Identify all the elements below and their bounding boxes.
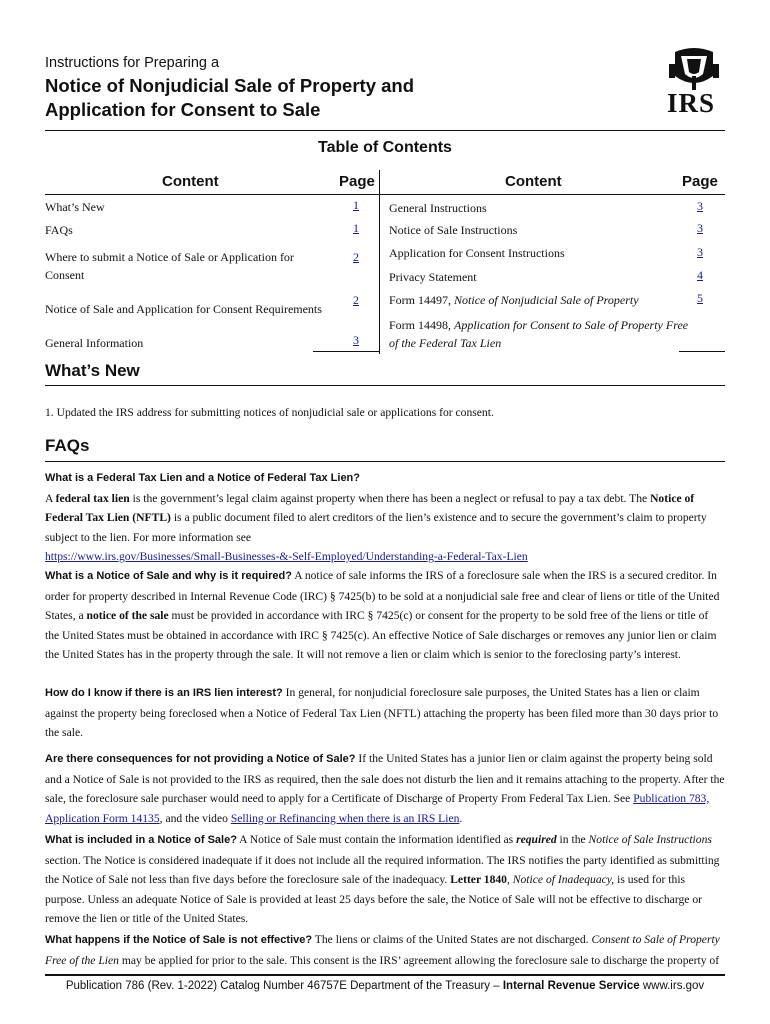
faq-answer-text: must be provided in accordance with IRC § 7425(c) or consent for the property to be sold free of the liens or title of the United States must be obtained in accordance with IRC § 7425(c). An effective Notice of Sale discharges or removes any junior lien or claim the United States has in the property through the sale. It will not remove a lien or claim which is senior to the foreclosing party’s interest.	[45, 609, 717, 661]
footer-website: www.irs.gov	[639, 980, 705, 992]
toc-header-rule	[45, 194, 725, 195]
toc-right-content-header: Content	[505, 173, 562, 190]
faq-term: Notice of Federal Tax Lien (NFTL)	[45, 491, 695, 524]
toc-item-form-14497	[389, 291, 639, 309]
toc-left-content-header: Content	[162, 173, 219, 190]
footer-publication: Publication 786 (Rev. 1-2022) Catalog Number 46757E Department of the Treasury –	[65, 980, 503, 992]
faq-answer-text: may be applied for prior to the sale. This consent is the IRS’ agreement allowing the foreclosure sale to discharge the property of	[121, 953, 720, 967]
faq-q1	[45, 468, 725, 567]
toc-column-divider	[379, 170, 380, 354]
faq-answer-text: , and the video	[159, 811, 231, 825]
toc-item-notice-of-sale-instructions: Notice of Sale Instructions	[389, 223, 518, 237]
faq-answer-text: .	[459, 811, 463, 825]
faq-question: What is a Federal Tax Lien and a Notice of Federal Tax Lien?	[45, 472, 360, 484]
title-line-1: Notice of Nonjudicial Sale of Property and	[45, 75, 415, 96]
faq-term: federal tax lien	[55, 491, 130, 505]
publication-783-link[interactable]: Publication 783, Application Form 14135	[45, 792, 710, 825]
lien-info-link[interactable]: https://www.irs.gov/Businesses/Small-Businesses-&-Self-Employed/Understanding-a-Federal-Tax-Lien	[45, 550, 528, 563]
faq-q3	[45, 683, 725, 743]
faq-question: Are there consequences for not providing a Notice of Sale?	[45, 753, 356, 765]
footer-rule	[45, 974, 725, 976]
header-rule	[45, 130, 725, 131]
toc-page-link[interactable]: 2	[353, 293, 359, 307]
toc-item-requirements: Notice of Sale and Application for Consent Requirements	[45, 302, 322, 316]
faq-answer-text: The liens or claims of the United States are not discharged.	[312, 933, 592, 946]
toc-item-whats-new: What’s New	[45, 200, 105, 214]
toc-page-link[interactable]: 3	[353, 333, 359, 347]
toc-row-rule	[679, 351, 725, 352]
toc-page-link[interactable]: 3	[697, 245, 703, 259]
toc-row-rule	[313, 351, 379, 352]
faq-q6	[45, 930, 725, 972]
document-title	[45, 74, 414, 122]
toc-item-general-instructions: General Instructions	[389, 201, 487, 215]
toc-page-link[interactable]: 3	[697, 221, 703, 235]
faq-question: What is a Notice of Sale and why is it required?	[45, 570, 292, 582]
section-rule	[45, 461, 725, 462]
toc-page-link[interactable]: 5	[697, 291, 703, 305]
faq-answer-text: is a public document filed to alert creditors of the lien’s existence and to secure the government’s claim to property subject to the lien. For more information see	[45, 511, 707, 544]
faq-answer-text: is used for this purpose. Unless an adequate Notice of Sale is provided at least 25 days before the sale, the Notice of Sale will not be effective to discharge or remove the lien or title of the United States.	[45, 873, 702, 925]
toc-page-link[interactable]: 1	[353, 198, 359, 212]
faq-term: required	[516, 833, 557, 846]
toc-page-link[interactable]: 4	[697, 268, 703, 282]
section-rule	[45, 385, 725, 386]
faq-answer-text: A Notice of Sale must contain the information identified as	[236, 833, 517, 846]
faq-term: Notice of Sale Instructions	[588, 833, 712, 846]
toc-item-faqs: FAQs	[45, 223, 73, 237]
form-number: Form 14497,	[389, 293, 455, 307]
toc-item-form-14498	[389, 316, 689, 352]
faq-question: What is included in a Notice of Sale?	[45, 834, 237, 846]
toc-item-general-information: General Information	[45, 336, 144, 350]
form-number: Form 14498,	[389, 318, 455, 332]
faq-question: How do I know if there is an IRS lien interest?	[45, 687, 283, 699]
faq-answer-text: In general, for nonjudicial foreclosure sale purposes, the United States has a lien or claim against the property being foreclosed when a Notice of Federal Tax Lien (NFTL) attaching the property has been filed more than 30 days prior to the sale.	[45, 686, 719, 739]
toc-page-link[interactable]: 2	[353, 250, 359, 264]
toc-right-page-header: Page	[682, 173, 718, 190]
faq-answer-text: If the United States has a junior lien or claim against the property being sold and a Notice of Sale is not provided to the IRS as required, then the sale does not disturb the lien and it remains attaching to the property. After the sale, the foreclosure sale purchaser would need to apply for a Certificate of Discharge of Property From Federal Tax Lien. See	[45, 752, 725, 805]
toc-page-link[interactable]: 1	[353, 221, 359, 235]
faq-term: notice of the sale	[86, 609, 169, 622]
toc-left-page-header: Page	[339, 173, 375, 190]
faq-term: Notice of Inadequacy,	[512, 873, 615, 886]
toc-item-where-to-submit: Where to submit a Notice of Sale or Application for Consent	[45, 250, 294, 282]
document-kicker: Instructions for Preparing a	[45, 55, 220, 71]
toc-item-privacy-statement: Privacy Statement	[389, 270, 477, 284]
faq-answer-text: A	[45, 491, 56, 505]
form-title: Notice of Nonjudicial Sale of Property	[454, 293, 639, 307]
faq-answer-text: A notice of sale informs the IRS of a foreclosure sale when the IRS is a secured creditor. In order for property described in Internal Revenue Code (IRC) § 7425(b) to be sold at a nonjudicial sale free and clear of liens or title of the United States, a	[45, 569, 720, 622]
page-footer	[0, 980, 770, 992]
faq-answer-text: ,	[506, 873, 513, 886]
video-link[interactable]: Selling or Refinancing when there is an IRS Lien	[230, 811, 460, 825]
faq-q5	[45, 830, 725, 929]
faq-q2	[45, 566, 725, 665]
faq-answer-text: is the government’s legal claim against property when there has been a neglect or refusal to pay a tax debt. The	[129, 491, 651, 505]
faq-q6-clip	[0, 928, 770, 972]
faq-answer-text: in the	[556, 833, 589, 846]
footer-agency: Internal Revenue Service	[502, 980, 640, 992]
irs-logo	[665, 46, 723, 118]
faq-term: Consent to Sale of Property Free of the Lien	[45, 933, 720, 967]
faq-question: What happens if the Notice of Sale is not effective?	[45, 934, 313, 946]
faq-answer-text: section. The Notice is considered inadequate if it does not include all the required information. The IRS notifies the party identified as submitting the Notice of Sale not less than five days before the foreclosure sale of the inadequacy.	[45, 853, 720, 886]
toc-title: Table of Contents	[318, 139, 452, 156]
faq-q4	[45, 749, 725, 828]
faqs-heading: FAQs	[45, 436, 90, 455]
whats-new-heading: What’s New	[45, 361, 140, 380]
faq-term: Letter 1840	[450, 873, 507, 886]
irs-logo-text: IRS	[667, 88, 716, 118]
title-line-2: Application for Consent to Sale	[45, 99, 321, 120]
toc-item-application-instructions: Application for Consent Instructions	[389, 246, 565, 260]
toc-page-link[interactable]: 3	[697, 199, 703, 213]
whats-new-item: 1. Updated the IRS address for submitting notices of nonjudicial sale or applications for consent.	[45, 406, 494, 419]
form-title: Application for Consent to Sale of Property Free of the Federal Tax Lien	[389, 318, 689, 350]
